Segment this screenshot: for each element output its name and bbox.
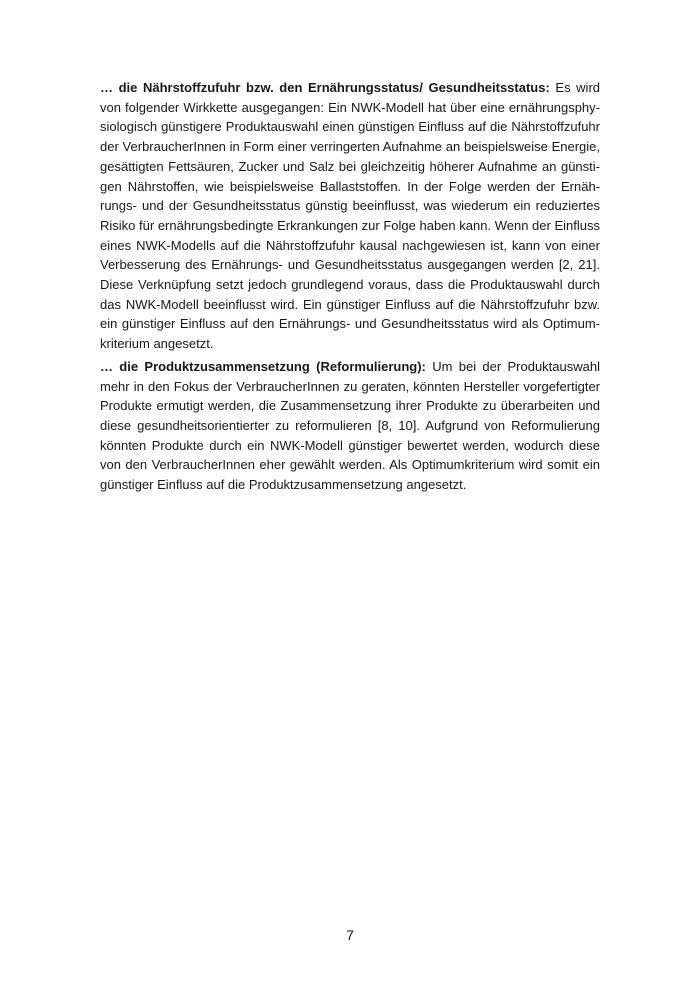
text-line [100,78,600,98]
paragraph-lead-bold: … die Nährstoffzufuhr bzw. den Ernährungsstatus/ Gesundheitsstatus: [100,80,550,95]
page-number: 7 [346,927,354,943]
paragraph-nutrient-intake [100,78,600,354]
text-block [100,78,600,495]
paragraph-lead-rest: Um bei der Produktauswahl [432,358,600,374]
text-line: von den VerbraucherInnen eher gewählt werden. Als Optimumkriterium wird somit ein [100,457,600,473]
text-line: gesättigten Fettsäuren, Zucker und Salz bei gleichzeitig höherer Aufnahme an günsti- [100,158,600,174]
text-line: kriterium angesetzt. [100,336,214,352]
text-line: rungs- und der Gesundheitsstatus günstig beeinflusst, was wiederum ein reduziertes [100,198,600,214]
text-line: diese gesundheitsorientierter zu reformulieren [8, 10]. Aufgrund von Reformulierung [100,417,600,433]
text-line: das NWK-Modell beeinflusst wird. Ein günstiger Einfluss auf die Nährstoffzufuhr bzw. [100,296,600,312]
text-line: von folgender Wirkkette ausgegangen: Ein NWK-Modell hat über eine ernährungsphy- [100,99,600,115]
text-line: gen Nährstoffen, wie beispielsweise Ballaststoffen. In der Folge werden der Ernäh- [100,178,600,194]
text-line: könnten Produkte durch ein NWK-Modell günstiger bewertet werden, wodurch diese [100,437,600,453]
text-line [100,357,600,377]
text-line: der VerbraucherInnen in Form einer verringerten Aufnahme an beispielsweise Energie, [100,139,600,155]
text-line: mehr in den Fokus der VerbraucherInnen zu geraten, könnten Hersteller vorgefertigter [100,378,600,394]
text-line: Risiko für ernährungsbedingte Erkrankungen zur Folge haben kann. Wenn der Einfluss [100,217,600,233]
text-line: siologisch günstigere Produktauswahl einen günstigen Einfluss auf die Nährstoffzufuhr [100,119,600,135]
text-line: Verbesserung des Ernährungs- und Gesundheitsstatus ausgegangen werden [2, 21]. [100,257,600,273]
text-line: günstiger Einfluss auf die Produktzusammensetzung angesetzt. [100,477,467,493]
text-line: eines NWK-Modells auf die Nährstoffzufuhr kausal nachgewiesen ist, kann von einer [100,237,600,253]
paragraph-lead-bold: … die Produktzusammensetzung (Reformulierung): [100,358,426,374]
text-line: ein günstiger Einfluss auf den Ernährungs- und Gesundheitsstatus wird als Optimum- [100,316,600,332]
paragraph-lead-rest: Es wird [555,80,601,95]
text-line: Diese Verknüpfung setzt jedoch grundlegend voraus, dass die Produktauswahl durch [100,277,600,293]
text-line: Produkte ermutigt werden, die Zusammensetzung ihrer Produkte zu überarbeiten und [100,398,600,414]
paragraph-reformulation [100,357,600,495]
